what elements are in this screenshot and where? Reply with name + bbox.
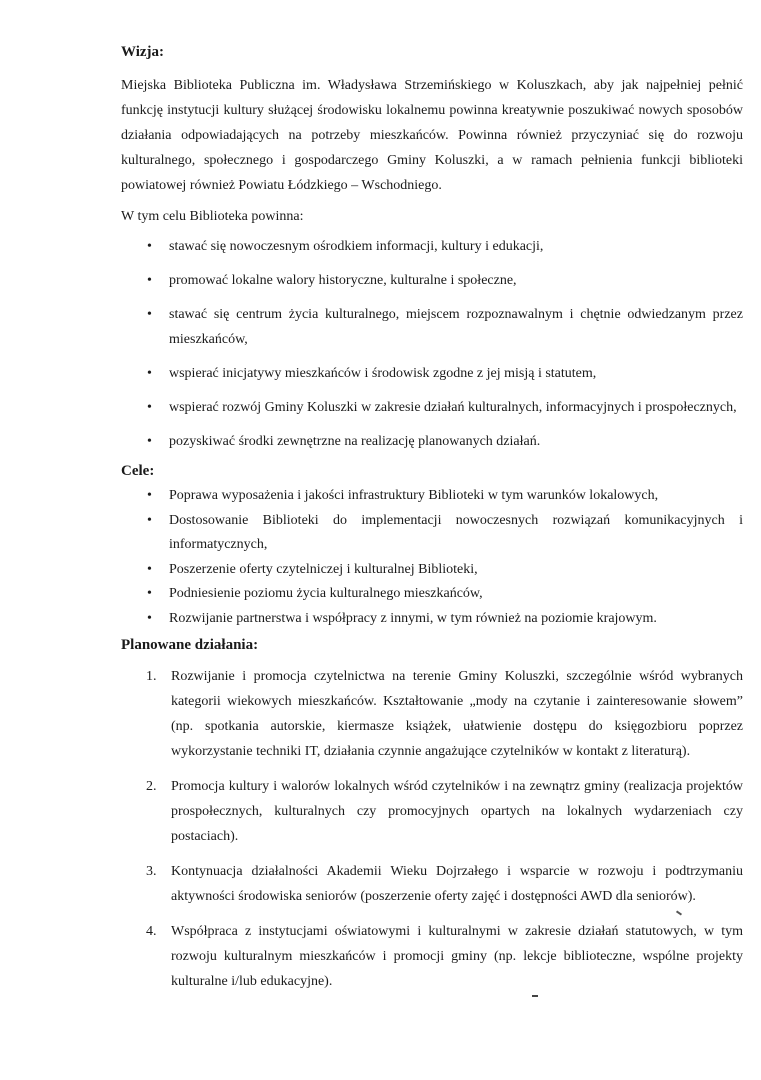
item-text: Kontynuacja działalności Akademii Wieku Dojrzałego i wsparcie w rozwoju i podtrzymaniu aktywności środowiska seniorów (poszerzenie oferty zajęć i dostępności AWD dla seniorów). xyxy=(171,864,743,904)
item-number: 4. xyxy=(146,924,157,939)
item-number: 3. xyxy=(146,864,157,879)
list-item xyxy=(121,774,743,849)
list-item: • Podniesienie poziomu życia kulturalnego mieszkańców, xyxy=(121,582,743,607)
list-item: • Poszerzenie oferty czytelniczej i kulturalnej Biblioteki, xyxy=(121,558,743,583)
item-number: 1. xyxy=(146,669,157,684)
vision-intro: W tym celu Biblioteka powinna: xyxy=(121,209,304,224)
list-item: • Dostosowanie Biblioteki do implementacji nowoczesnych rozwiązań komunikacyjnych i informatycznych, xyxy=(121,509,743,558)
list-item xyxy=(121,919,743,994)
list-item: • stawać się centrum życia kulturalnego, miejscem rozpoznawalnym i chętnie odwiedzanym przez mieszkańców, xyxy=(121,302,743,352)
list-item xyxy=(121,859,743,909)
goals-list xyxy=(121,484,743,631)
list-item: • wspierać rozwój Gminy Koluszki w zakresie działań kulturalnych, informacyjnych i prospołecznych, xyxy=(121,395,743,420)
actions-list xyxy=(121,664,743,994)
vision-paragraph: Miejska Biblioteka Publiczna im. Władysława Strzemińskiego w Koluszkach, aby jak najpełniej pełnić funkcję instytucji kultury służącej środowisku lokalnemu powinna kreatywnie poszukiwać nowych sposobów działania odpowiadających na potrzeby mieszkańców. Powinna również przyczyniać się do rozwoju kulturalnego, społecznego i gospodarczego Gminy Koluszki, a w ramach pełnienia funkcji biblioteki powiatowej również Powiatu Łódzkiego – Wschodniego. xyxy=(121,78,743,193)
item-number: 2. xyxy=(146,779,157,794)
list-item: • promować lokalne walory historyczne, kulturalne i społeczne, xyxy=(121,268,743,293)
vision-heading: Wizja: xyxy=(121,44,165,60)
item-text: Promocja kultury i walorów lokalnych wśród czytelników i na zewnątrz gminy (realizacja projektów prospołecznych, kulturalnych czy promocyjnych opartych na lokalnych wydarzeniach czy postaciach). xyxy=(171,779,743,844)
document-body xyxy=(121,30,743,1004)
list-item: • Poprawa wyposażenia i jakości infrastruktury Biblioteki w tym warunków lokalowych, xyxy=(121,484,743,509)
item-text: Rozwijanie i promocja czytelnictwa na terenie Gminy Koluszki, szczególnie wśród wybranych kategorii wiekowych mieszkańców. Kształtowanie „mody na czytanie i zainteresowanie słowem” (np. spotkania autorskie, kiermasze książek, ułatwienie dostępu do księgozbioru poprzez wykorzystanie techniki IT, działania czynnie angażujące czytelników w kontakt z literaturą). xyxy=(171,669,743,759)
item-text: Współpraca z instytucjami oświatowymi i kulturalnymi w zakresie działań statutowych, w tym rozwoju kulturalnym mieszkańców i promocji gminy (np. lekcje biblioteczne, wspólne projekty kulturalne i/lub edukacyjne). xyxy=(171,924,743,989)
goals-heading: Cele: xyxy=(121,463,155,479)
pen-mark xyxy=(532,995,538,997)
actions-heading: Planowane działania: xyxy=(121,637,259,653)
list-item: • Rozwijanie partnerstwa i współpracy z innymi, w tym również na poziomie krajowym. xyxy=(121,607,743,632)
list-item: • pozyskiwać środki zewnętrzne na realizację planowanych działań. xyxy=(121,429,743,454)
list-item xyxy=(121,664,743,764)
list-item: • wspierać inicjatywy mieszkańców i środowisk zgodne z jej misją i statutem, xyxy=(121,361,743,386)
vision-list xyxy=(121,234,743,454)
list-item: • stawać się nowoczesnym ośrodkiem informacji, kultury i edukacji, xyxy=(121,234,743,259)
